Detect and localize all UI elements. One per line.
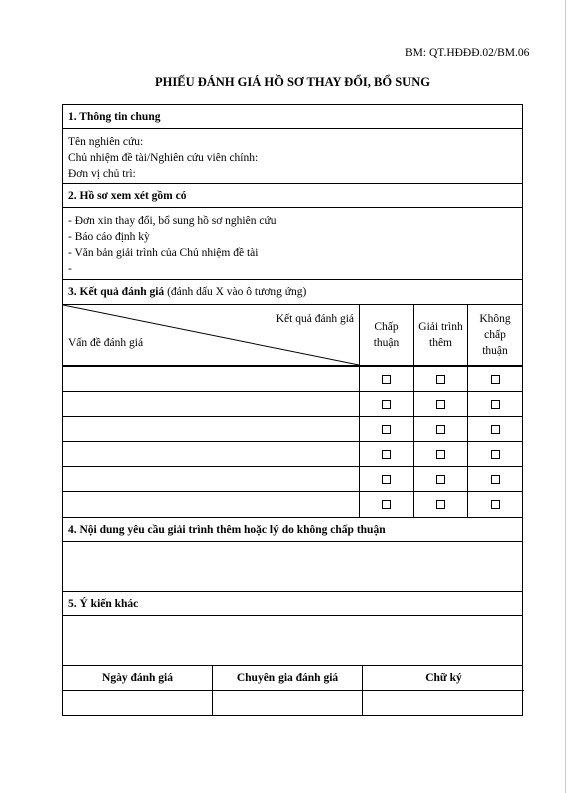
section-heading-text: 3. Kết quả đánh giá [68,286,165,298]
date-field[interactable] [63,691,213,715]
issue-cell[interactable] [63,392,360,417]
reject-checkbox[interactable] [491,475,500,484]
col-approve-header: Chấp thuận [360,305,414,366]
diag-top-label: Kết quả đánh giá [275,313,354,325]
approve-checkbox[interactable] [382,425,391,434]
research-name-label: Tên nghiên cứu: [68,136,144,148]
section-other-opinions [62,592,523,666]
issue-cell[interactable] [63,417,360,442]
evaluation-table [62,305,523,367]
approve-cell [360,367,414,392]
section-heading: 5. Ý kiến khác [63,592,522,616]
approve-cell [360,467,414,492]
section-results [62,280,523,305]
explain-checkbox[interactable] [436,450,445,459]
explain-cell [414,417,468,442]
section-heading: 4. Nội dung yêu cầu giải trình thêm hoặc lý do không chấp thuận [63,518,522,542]
sign-field[interactable] [363,691,524,715]
sign-header: Chữ ký [363,666,524,691]
explain-checkbox[interactable] [436,400,445,409]
explain-cell [414,392,468,417]
explain-cell [414,492,468,517]
section-heading-note: (đánh dấu X vào ô tương ứng) [167,286,307,298]
date-header: Ngày đánh giá [63,666,213,691]
explain-cell [414,367,468,392]
approve-cell [360,417,414,442]
col-explain-header: Giải trình thêm [414,305,468,366]
evaluation-form [62,104,523,716]
reject-cell [468,392,522,417]
signature-table [62,666,523,716]
explain-checkbox[interactable] [436,500,445,509]
approve-cell [360,392,414,417]
issue-cell[interactable] [63,467,360,492]
principal-investigator-label: Chủ nhiệm đề tài/Nghiên cứu viên chính: [68,152,259,164]
reject-checkbox[interactable] [491,425,500,434]
list-item: - Báo cáo định kỳ [68,231,150,243]
reject-cell [468,417,522,442]
approve-checkbox[interactable] [382,475,391,484]
approve-checkbox[interactable] [382,450,391,459]
col-reject-header: Không chấp thuận [468,305,522,366]
issue-cell[interactable] [63,442,360,467]
explain-cell [414,467,468,492]
explain-checkbox[interactable] [436,375,445,384]
form-code: BM: QT.HĐĐĐ.02/BM.06 [405,47,530,59]
evaluation-rows [62,367,523,518]
host-unit-label: Đơn vị chủ trì: [68,168,136,180]
issue-cell[interactable] [63,367,360,392]
expert-header: Chuyên gia đánh giá [213,666,363,691]
approve-cell [360,442,414,467]
explain-cell [414,442,468,467]
section-heading [63,280,522,304]
diag-bottom-label: Vấn đề đánh giá [68,337,144,349]
reject-cell [468,467,522,492]
reject-cell [468,492,522,517]
approve-checkbox[interactable] [382,375,391,384]
list-item: - [68,263,72,275]
approve-cell [360,492,414,517]
opinion-area[interactable] [63,616,522,665]
reject-checkbox[interactable] [491,450,500,459]
section-documents [62,184,523,280]
list-item: - Văn bản giải trình của Chủ nhiệm đề tài [68,247,259,259]
section-heading: 2. Hồ sơ xem xét gồm có [63,184,522,208]
page-title: PHIẾU ĐÁNH GIÁ HỒ SƠ THAY ĐỔI, BỔ SUNG [155,75,430,89]
explain-checkbox[interactable] [436,425,445,434]
section-explanation [62,518,523,592]
expert-field[interactable] [213,691,363,715]
issue-cell[interactable] [63,492,360,517]
section-general-info [62,104,523,184]
reject-checkbox[interactable] [491,500,500,509]
reject-cell [468,367,522,392]
list-item: - Đơn xin thay đổi, bổ sung hồ sơ nghiên cứu [68,215,277,227]
reject-checkbox[interactable] [491,375,500,384]
explain-checkbox[interactable] [436,475,445,484]
approve-checkbox[interactable] [382,400,391,409]
reject-checkbox[interactable] [491,400,500,409]
section-heading: 1. Thông tin chung [63,105,522,129]
diagonal-header-cell [63,305,360,366]
approve-checkbox[interactable] [382,500,391,509]
explanation-area[interactable] [63,542,522,591]
reject-cell [468,442,522,467]
